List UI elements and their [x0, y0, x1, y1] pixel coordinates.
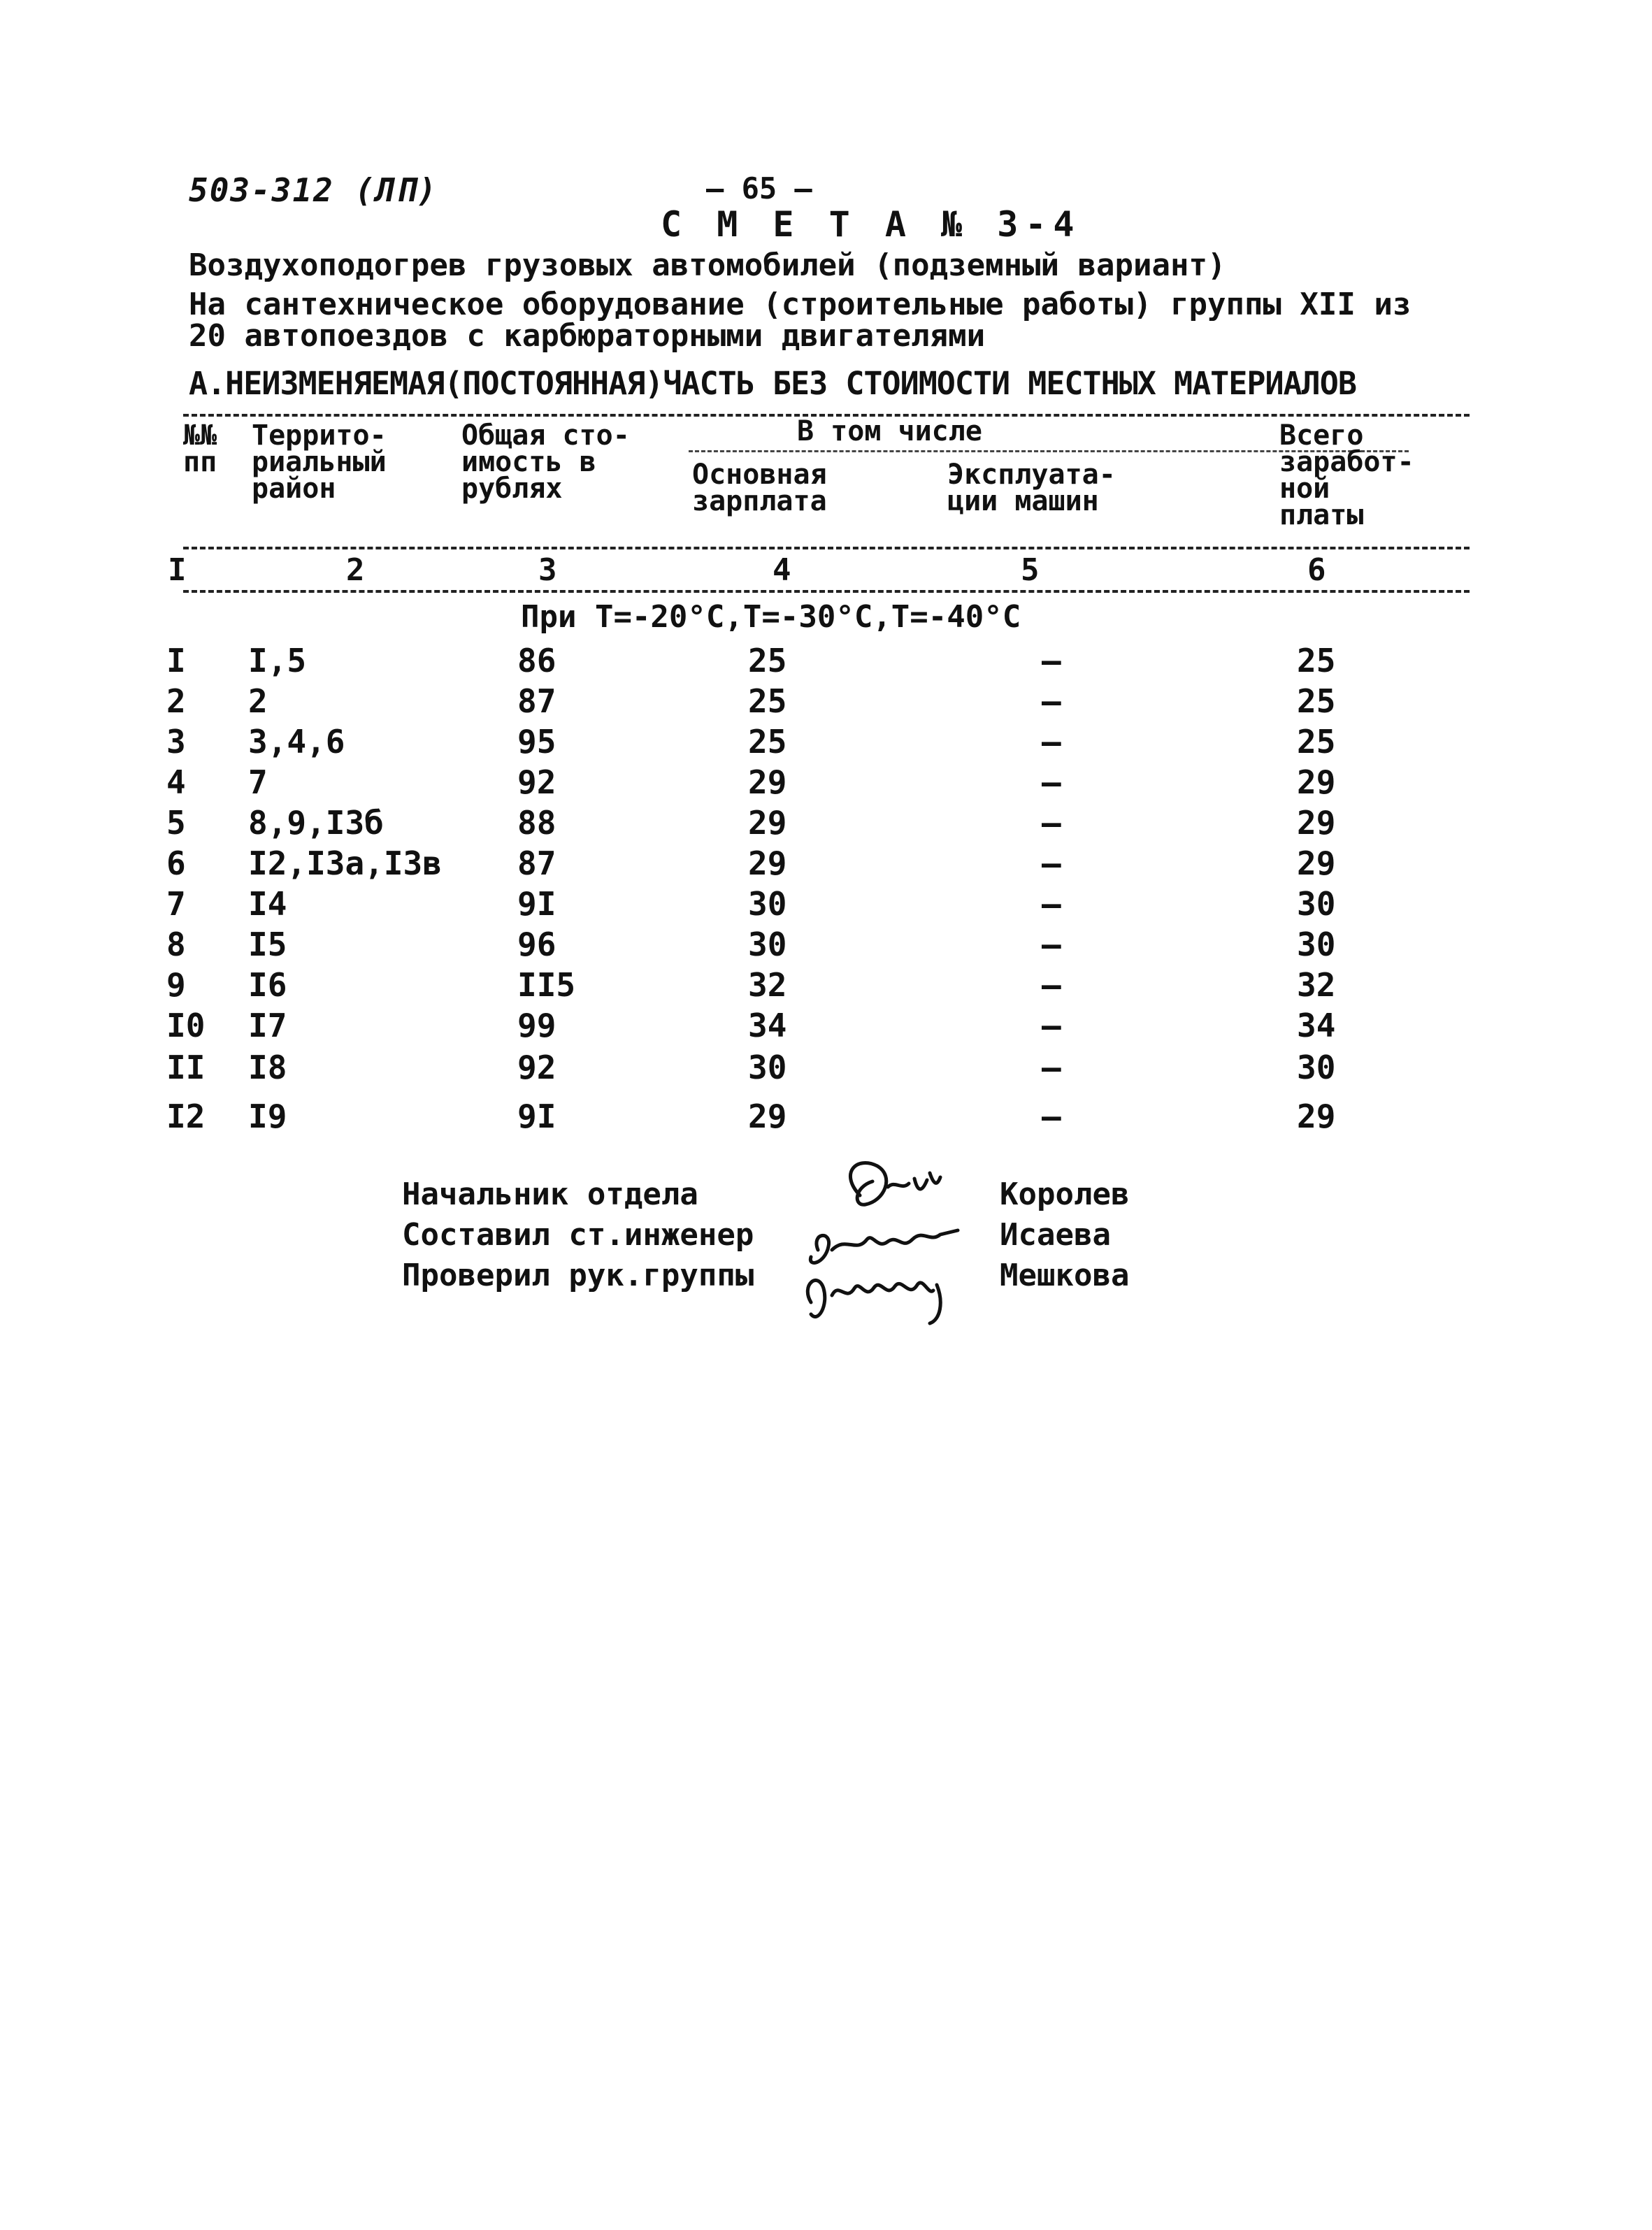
description-line-3: 20 автопоездов с карбюраторными двигателями	[189, 318, 986, 354]
row-total-salary: 29	[1297, 844, 1336, 882]
row-machine-operation: –	[1042, 966, 1061, 1004]
row-number: 2	[166, 682, 186, 720]
column-numbers-top-rule	[183, 547, 1470, 549]
row-base-salary: 25	[748, 682, 787, 720]
row-total-cost: 95	[517, 723, 556, 761]
column-number-2: 2	[346, 552, 365, 588]
row-number: 3	[166, 723, 186, 761]
row-total-cost: 87	[517, 682, 556, 720]
row-district: I8	[248, 1049, 287, 1086]
row-machine-operation: –	[1042, 682, 1061, 720]
row-base-salary: 34	[748, 1007, 787, 1044]
header-col-total-cost: Общая сто- имость в рублях	[461, 419, 630, 505]
row-machine-operation: –	[1042, 723, 1061, 761]
row-total-salary: 30	[1297, 885, 1336, 923]
row-machine-operation: –	[1042, 844, 1061, 882]
signature-role: Начальник отдела	[402, 1177, 698, 1212]
row-number: 7	[166, 885, 186, 923]
temperature-condition: При Т=-20°С,Т=-30°С,Т=-40°С	[521, 599, 1021, 635]
row-district: 3,4,6	[248, 723, 345, 761]
row-number: 5	[166, 804, 186, 842]
table-row	[0, 1007, 1652, 1047]
row-total-salary: 29	[1297, 1098, 1336, 1135]
row-machine-operation: –	[1042, 885, 1061, 923]
row-number: I2	[166, 1098, 206, 1135]
row-total-salary: 25	[1297, 642, 1336, 679]
row-machine-operation: –	[1042, 763, 1061, 801]
document-title: С М Е Т А № 3-4	[661, 204, 1082, 245]
row-base-salary: 25	[748, 723, 787, 761]
column-numbers-bottom-rule	[183, 590, 1470, 593]
row-total-salary: 29	[1297, 763, 1336, 801]
row-total-cost: 9I	[517, 885, 556, 923]
row-total-cost: 92	[517, 763, 556, 801]
table-row	[0, 966, 1652, 1007]
row-total-cost: 92	[517, 1049, 556, 1086]
row-total-salary: 30	[1297, 1049, 1336, 1086]
row-base-salary: 29	[748, 844, 787, 882]
row-district: I5	[248, 926, 287, 963]
row-machine-operation: –	[1042, 642, 1061, 679]
row-machine-operation: –	[1042, 1049, 1061, 1086]
row-number: II	[166, 1049, 206, 1086]
table-row	[0, 1098, 1652, 1138]
row-base-salary: 29	[748, 763, 787, 801]
signature-name: Мешкова	[1000, 1258, 1130, 1293]
header-col-district: Террито- риальный район	[252, 419, 387, 505]
row-total-salary: 30	[1297, 926, 1336, 963]
table-row	[0, 682, 1652, 723]
table-row	[0, 1049, 1652, 1089]
table-row	[0, 885, 1652, 926]
description-line-1: Воздухоподогрев грузовых автомобилей (подземный вариант)	[189, 247, 1226, 283]
row-total-cost: 86	[517, 642, 556, 679]
table-row	[0, 844, 1652, 885]
section-heading: А.НЕИЗМЕНЯЕМАЯ(ПОСТОЯННАЯ)ЧАСТЬ БЕЗ СТОИМОСТИ МЕСТНЫХ МАТЕРИАЛОВ	[189, 365, 1356, 402]
row-district: I2,I3а,I3в	[248, 844, 442, 882]
row-district: 8,9,I3б	[248, 804, 384, 842]
row-machine-operation: –	[1042, 1098, 1061, 1135]
row-total-salary: 25	[1297, 682, 1336, 720]
row-total-salary: 34	[1297, 1007, 1336, 1044]
row-number: I	[166, 642, 186, 679]
row-total-salary: 32	[1297, 966, 1336, 1004]
header-col-number: №№ пп	[183, 419, 217, 478]
header-col-base-salary: Основная зарплата	[692, 459, 827, 517]
row-district: I4	[248, 885, 287, 923]
row-total-cost: 96	[517, 926, 556, 963]
signature-name: Королев	[1000, 1177, 1130, 1212]
row-machine-operation: –	[1042, 804, 1061, 842]
row-number: 4	[166, 763, 186, 801]
table-row	[0, 642, 1652, 682]
page-number: – 65 –	[706, 171, 812, 206]
row-total-cost: II5	[517, 966, 576, 1004]
row-district: I,5	[248, 642, 307, 679]
table-row	[0, 926, 1652, 966]
row-district: I9	[248, 1098, 287, 1135]
column-number-1: I	[168, 552, 187, 588]
row-total-cost: 88	[517, 804, 556, 842]
row-base-salary: 30	[748, 926, 787, 963]
row-number: 8	[166, 926, 186, 963]
row-total-salary: 25	[1297, 723, 1336, 761]
row-base-salary: 32	[748, 966, 787, 1004]
table-row	[0, 763, 1652, 804]
row-machine-operation: –	[1042, 926, 1061, 963]
row-district: I6	[248, 966, 287, 1004]
table-row	[0, 804, 1652, 844]
row-base-salary: 25	[748, 642, 787, 679]
signature-role: Составил ст.инженер	[402, 1217, 754, 1253]
row-base-salary: 30	[748, 1049, 787, 1086]
signature-role: Проверил рук.группы	[402, 1258, 754, 1293]
row-number: 6	[166, 844, 186, 882]
handwritten-signatures-image	[790, 1152, 1014, 1341]
row-total-salary: 29	[1297, 804, 1336, 842]
row-number: I0	[166, 1007, 206, 1044]
row-machine-operation: –	[1042, 1007, 1061, 1044]
row-district: I7	[248, 1007, 287, 1044]
row-district: 2	[248, 682, 268, 720]
column-number-6: 6	[1307, 552, 1326, 588]
column-number-4: 4	[773, 552, 791, 588]
row-base-salary: 29	[748, 804, 787, 842]
row-number: 9	[166, 966, 186, 1004]
header-group-including: В том числе	[797, 415, 982, 447]
column-number-3: 3	[538, 552, 557, 588]
document-code: 503-312 (ЛП)	[189, 171, 438, 209]
header-col-machine-operation: Эксплуата- ции машин	[947, 459, 1116, 517]
row-base-salary: 30	[748, 885, 787, 923]
signature-name: Исаева	[1000, 1217, 1111, 1253]
header-col-total-salary: Всего заработ- ной платы	[1279, 419, 1414, 531]
row-total-cost: 99	[517, 1007, 556, 1044]
row-district: 7	[248, 763, 268, 801]
row-total-cost: 9I	[517, 1098, 556, 1135]
row-base-salary: 29	[748, 1098, 787, 1135]
description-line-2: На сантехническое оборудование (строительные работы) группы XII из	[189, 287, 1412, 322]
row-total-cost: 87	[517, 844, 556, 882]
column-number-5: 5	[1021, 552, 1040, 588]
table-row	[0, 723, 1652, 763]
